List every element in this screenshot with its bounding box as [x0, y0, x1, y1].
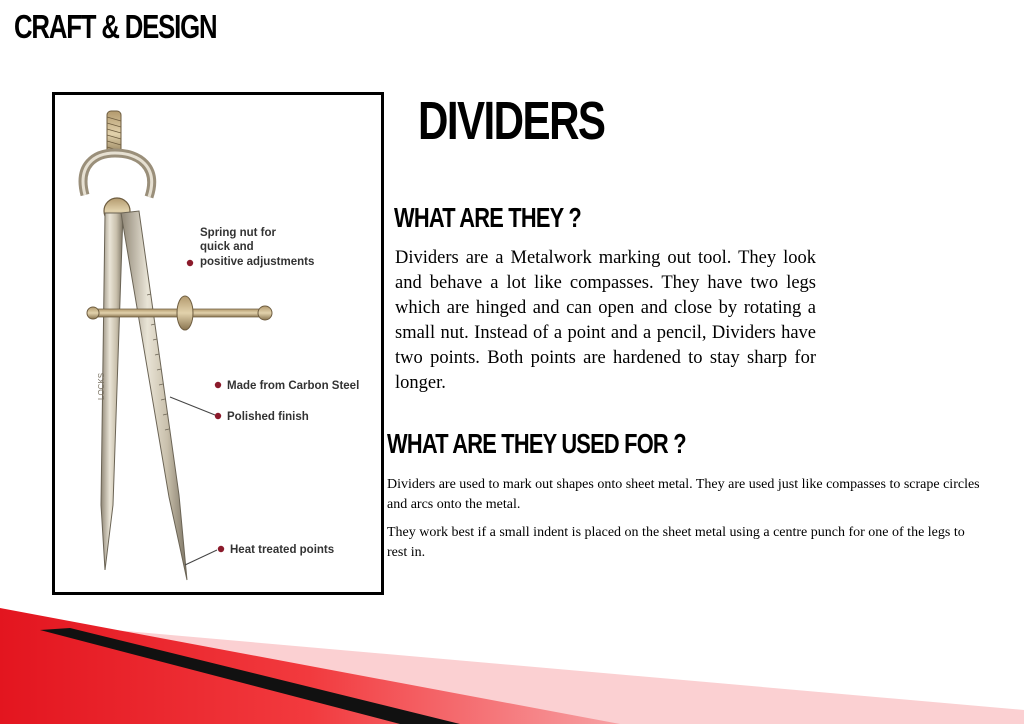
carbon-marker	[215, 382, 221, 388]
heat-marker	[218, 546, 224, 552]
footer-decoration	[0, 600, 1024, 724]
dividers-illustration	[55, 95, 381, 592]
used-for-paragraph-1: Dividers are used to mark out shapes onto sheet metal. They are used just like compasses to scrape circles and arcs onto the metal.	[387, 477, 980, 512]
callout-carbon: Made from Carbon Steel	[227, 380, 360, 392]
brand-title: CRAFT & DESIGN	[14, 8, 217, 45]
used-for-paragraph-2: They work best if a small indent is placed on the sheet metal using a centre punch for one of the legs to rest in.	[387, 525, 965, 560]
dividers-figure	[52, 92, 384, 595]
polished-marker	[215, 413, 221, 419]
polished-leader	[170, 397, 215, 415]
spring-marker	[187, 260, 193, 266]
callout-polished: Polished finish	[227, 411, 309, 423]
screw-end	[258, 306, 272, 320]
callout-spring-3: positive adjustments	[200, 256, 315, 268]
leg-stamp: LOCKS	[97, 372, 106, 400]
callout-heat: Heat treated points	[230, 544, 335, 556]
callout-spring-2: quick and	[200, 241, 254, 253]
section-heading-used-for: WHAT ARE THEY USED FOR ?	[387, 428, 686, 459]
callout-spring-1: Spring nut for	[200, 227, 277, 239]
spring-nut	[177, 296, 193, 330]
section-text-what: Dividers are a Metalwork marking out tool. They look and behave a lot like compasses. They have two legs which are hinged and can open and close by rotating a small nut. Instead of a point and a pencil, Dividers have two points. Both points are hardened to stay sharp for longer.	[395, 248, 816, 393]
section-heading-what: WHAT ARE THEY ?	[394, 202, 581, 233]
heat-leader	[185, 550, 217, 565]
section-text-used-for	[387, 475, 987, 571]
slide-title: DIVIDERS	[418, 91, 605, 151]
right-leg	[121, 211, 187, 580]
